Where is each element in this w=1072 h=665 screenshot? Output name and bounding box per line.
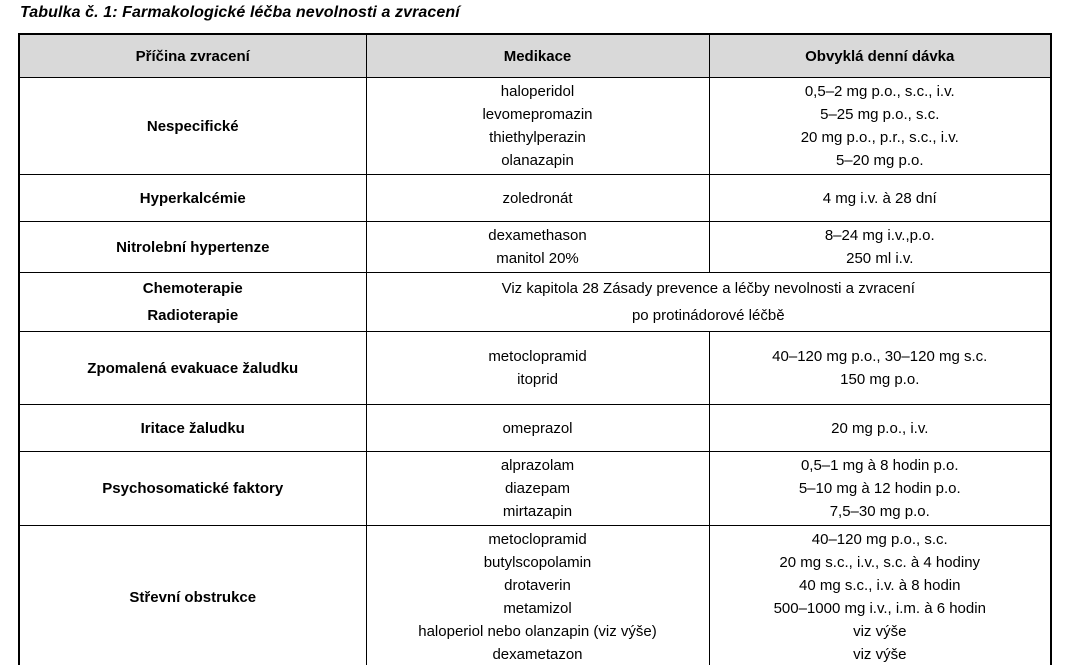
dose-line: 500–1000 mg i.v., i.m. à 6 hodin: [773, 600, 986, 617]
dose-line: 20 mg s.c., i.v., s.c. à 4 hodiny: [779, 554, 981, 571]
medication-cell: [366, 526, 709, 665]
dose-line: 7,5–30 mg p.o.: [829, 503, 930, 520]
cause-cell: Hyperkalcémie: [19, 175, 366, 222]
medication-cell: [366, 452, 709, 526]
note-line: po protinádorové léčbě: [631, 307, 785, 324]
medication-cell: [366, 78, 709, 175]
medication-line: olanazapin: [501, 152, 574, 169]
dose-cell: [709, 452, 1051, 526]
dose-line: 5–20 mg p.o.: [835, 152, 924, 169]
medication-line: mirtazapin: [502, 503, 573, 520]
note-line: Viz kapitola 28 Zásady prevence a léčby nevolnosti a zvracení: [501, 280, 915, 297]
cause-cell: Iritace žaludku: [19, 405, 366, 452]
cause-cell: Nespecifické: [19, 78, 366, 175]
cause-cell: Střevní obstrukce: [19, 526, 366, 665]
medication-line: metoclopramid: [488, 531, 587, 548]
medication-line: alprazolam: [500, 457, 575, 474]
medication-line: dexametazon: [492, 646, 583, 663]
cause-cell: [19, 273, 366, 332]
dose-line: 5–25 mg p.o., s.c.: [820, 106, 940, 123]
dose-line: 250 ml i.v.: [846, 250, 914, 267]
cause-cell: Nitrolební hypertenze: [19, 222, 366, 273]
table-row-strevni-obstrukce: [19, 526, 1051, 665]
table-header-row: [19, 34, 1051, 78]
table-row-chemoterapie-radioterapie: [19, 273, 1051, 332]
cause-line: Chemoterapie: [142, 280, 243, 297]
medication-line: metamizol: [503, 600, 572, 617]
dose-cell: [709, 222, 1051, 273]
table-row-iritace-zaludku: [19, 405, 1051, 452]
medication-cell: [366, 222, 709, 273]
medication-cell: [366, 332, 709, 405]
dose-cell: [709, 78, 1051, 175]
medication-line: thiethylperazin: [489, 129, 586, 146]
table-caption: Tabulka č. 1: Farmakologické léčba nevolnosti a zvracení: [20, 4, 460, 21]
header-dose: Obvyklá denní dávka: [709, 34, 1051, 78]
dose-line: viz výše: [853, 623, 907, 640]
cause-cell: Psychosomatické faktory: [19, 452, 366, 526]
cause-line: Radioterapie: [147, 307, 239, 324]
dose-line: 0,5–1 mg à 8 hodin p.o.: [800, 457, 959, 474]
medication-line: dexamethason: [488, 227, 587, 244]
medication-line: butylscopolamin: [483, 554, 592, 571]
medication-line: zoledronát: [502, 189, 573, 207]
header-medication: Medikace: [366, 34, 709, 78]
dose-line: 20 mg p.o., p.r., s.c., i.v.: [800, 129, 959, 146]
dose-line: viz výše: [853, 646, 907, 663]
merged-note-cell: [366, 273, 1051, 332]
dose-line: 20 mg p.o., i.v.: [831, 419, 929, 437]
table-row-hyperkalcemie: [19, 175, 1051, 222]
cause-cell: Zpomalená evakuace žaludku: [19, 332, 366, 405]
dose-line: 40–120 mg p.o., s.c.: [811, 531, 948, 548]
medication-line: metoclopramid: [488, 348, 587, 365]
medication-line: manitol 20%: [496, 250, 579, 267]
dose-line: 150 mg p.o.: [840, 371, 920, 388]
medication-table: [18, 33, 1052, 665]
medication-cell: [366, 175, 709, 222]
dose-cell: [709, 175, 1051, 222]
dose-line: 4 mg i.v. à 28 dní: [822, 189, 937, 207]
dose-line: 8–24 mg i.v.,p.o.: [824, 227, 935, 244]
medication-line: drotaverin: [504, 577, 571, 594]
dose-cell: [709, 332, 1051, 405]
dose-line: 40–120 mg p.o., 30–120 mg s.c.: [772, 348, 988, 365]
table-row-nespecificke: [19, 78, 1051, 175]
medication-line: haloperidol: [500, 83, 575, 100]
header-cause: Příčina zvracení: [19, 34, 366, 78]
medication-line: levomepromazin: [482, 106, 593, 123]
medication-line: haloperiol nebo olanzapin (viz výše): [418, 623, 657, 640]
dose-cell: [709, 405, 1051, 452]
table-row-psychosomaticke-faktory: [19, 452, 1051, 526]
medication-line: itoprid: [517, 371, 558, 388]
medication-line: omeprazol: [502, 419, 573, 437]
table-row-nitrolebni-hypertenze: [19, 222, 1051, 273]
dose-cell: [709, 526, 1051, 665]
medication-cell: [366, 405, 709, 452]
table-row-zpomalena-evakuace: [19, 332, 1051, 405]
dose-line: 5–10 mg à 12 hodin p.o.: [798, 480, 961, 497]
dose-line: 40 mg s.c., i.v. à 8 hodin: [799, 577, 961, 594]
dose-line: 0,5–2 mg p.o., s.c., i.v.: [804, 83, 955, 100]
medication-line: diazepam: [504, 480, 571, 497]
